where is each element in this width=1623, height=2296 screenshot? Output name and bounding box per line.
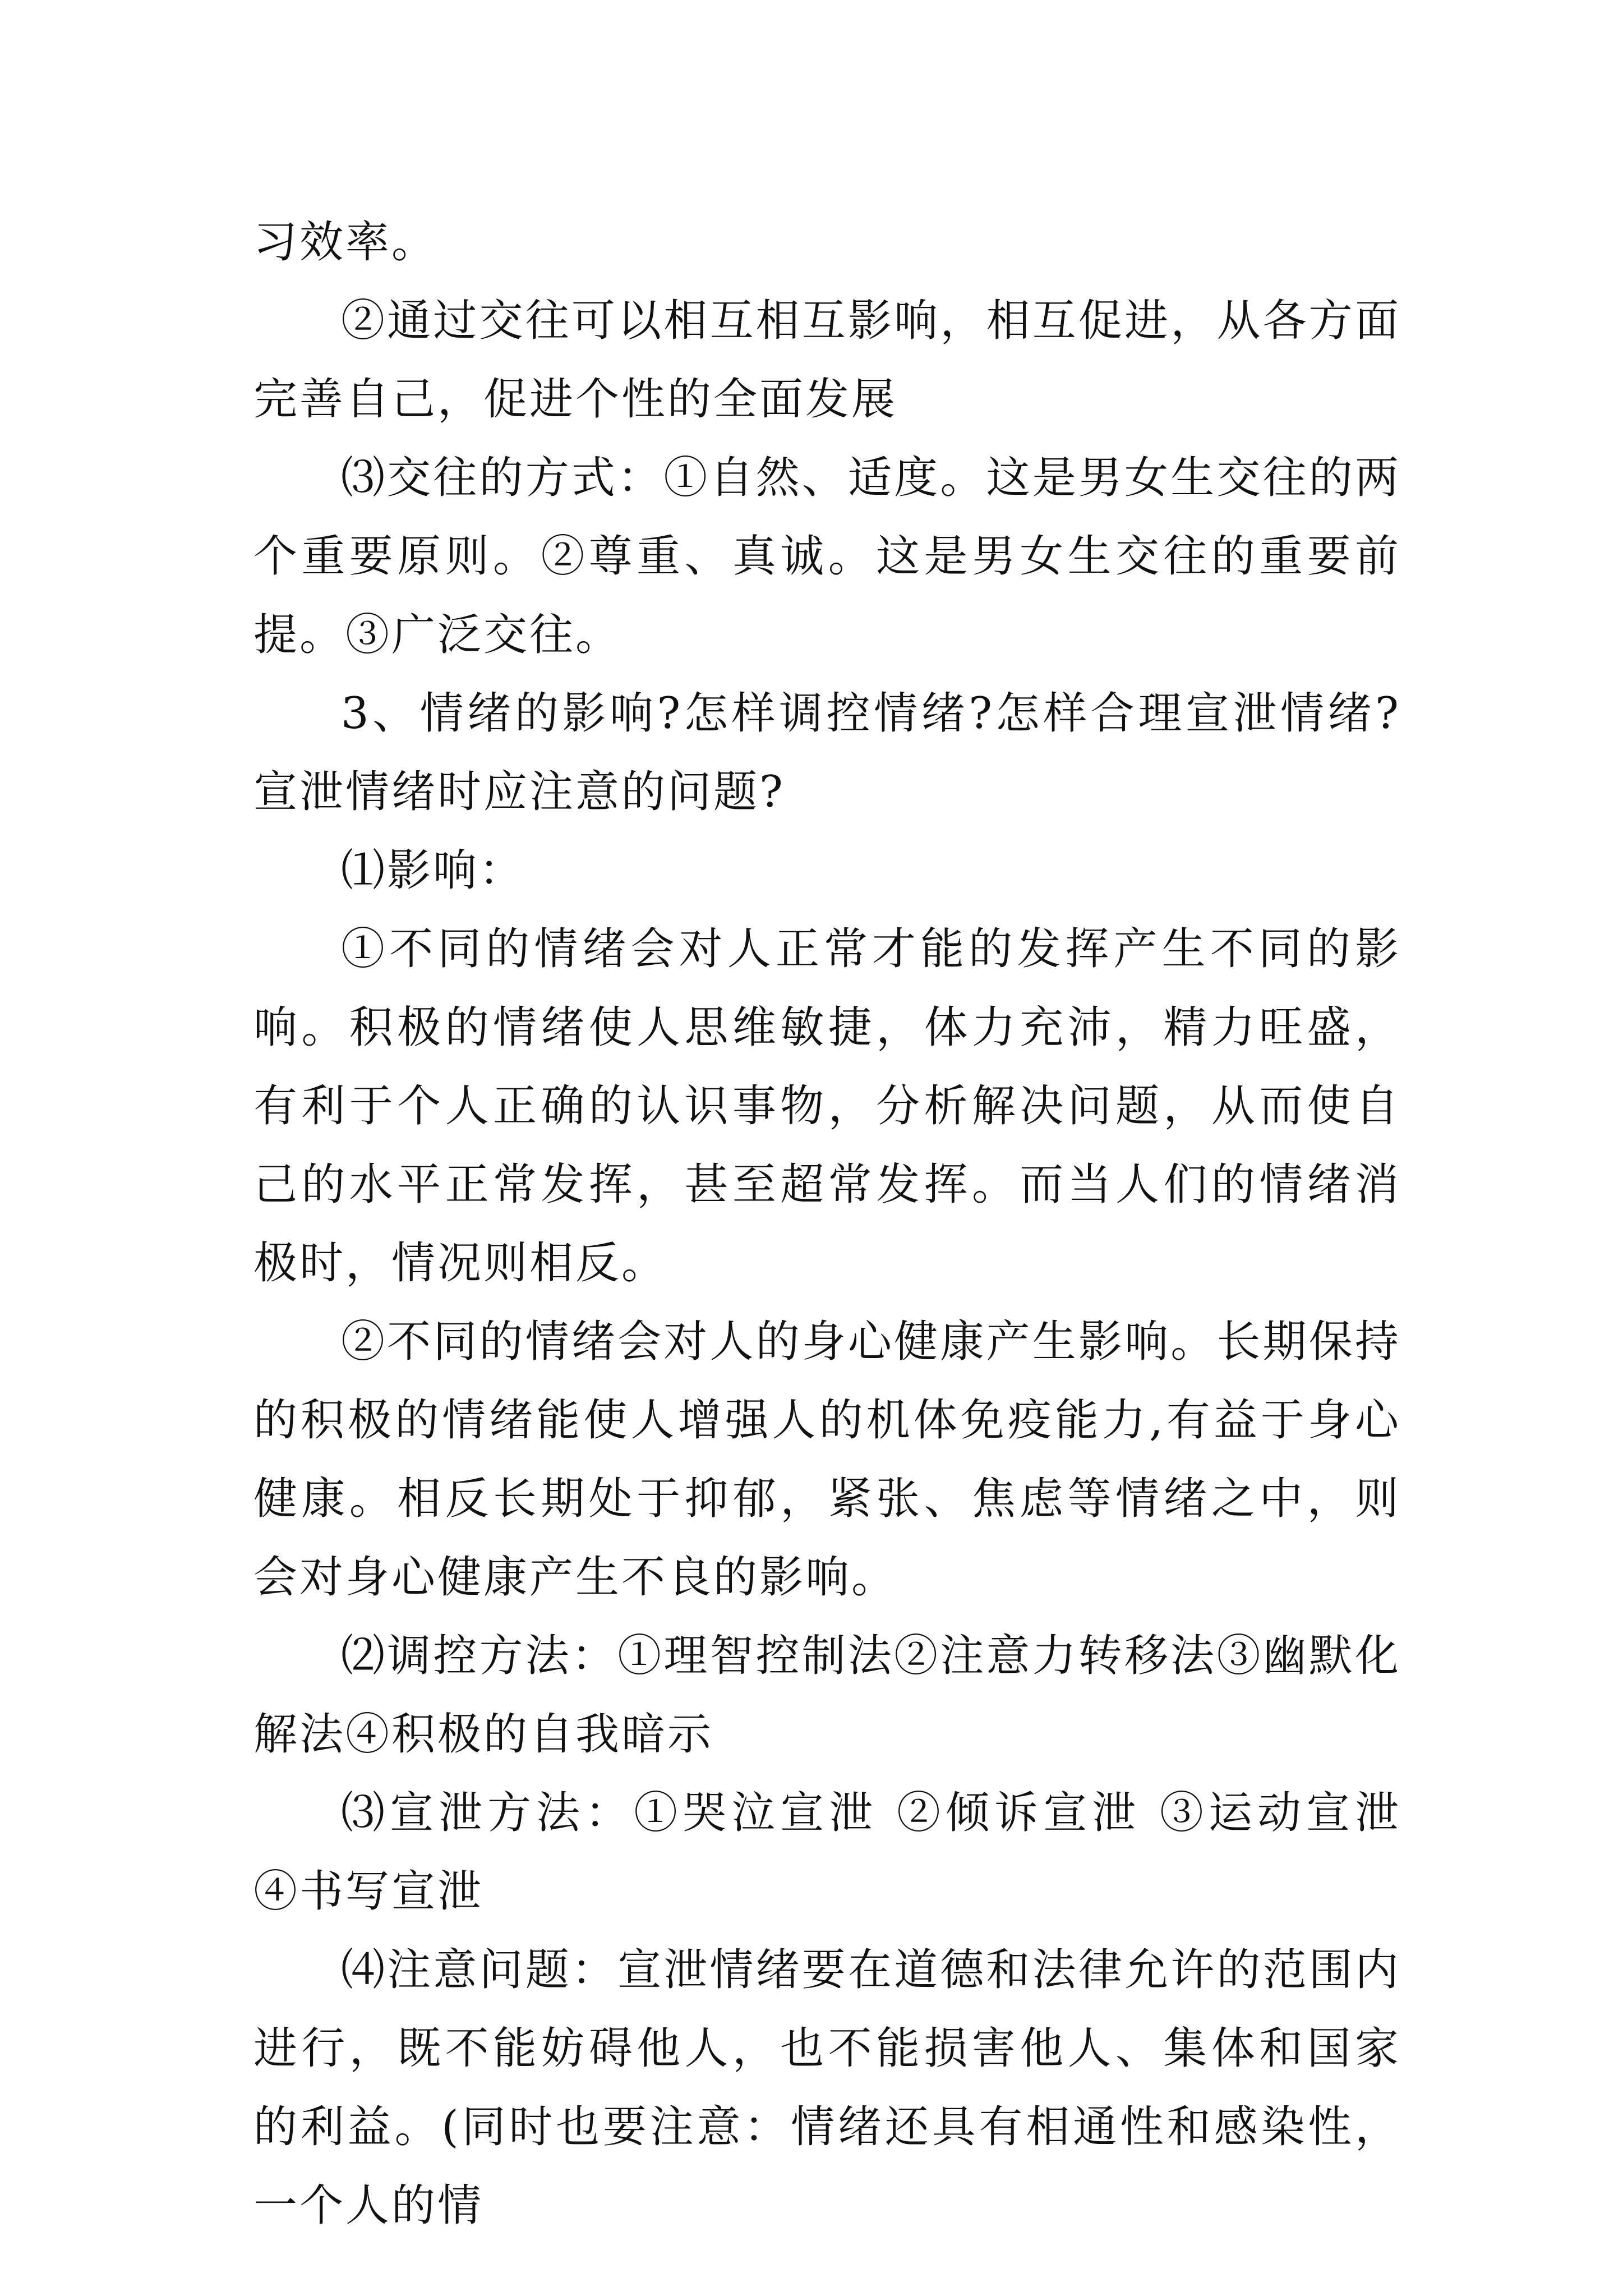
paragraph-venting-notes: ⑷注意问题：宣泄情绪要在道德和法律允许的范围内进行，既不能妨碍他人，也不能损害他人、集体和国家的利益。(同时也要注意：情绪还具有相通性和感染性，一个人的情 xyxy=(253,1945,1401,2231)
paragraph-venting-methods: ⑶宣泄方法：①哭泣宣泄 ②倾诉宣泄 ③运动宣泄 ④书写宣泄 xyxy=(253,1788,1401,1917)
paragraph-control-methods: ⑵调控方法：①理智控制法②注意力转移法③幽默化解法④积极的自我暗示 xyxy=(253,1631,1401,1760)
paragraph-continuation: 习效率。 xyxy=(253,217,438,268)
paragraph-influence-health: ②不同的情绪会对人的身心健康产生影响。长期保持的积极的情绪能使人增强人的机体免疫能力,有益于身心健康。相反长期处于抑郁，紧张、焦虑等情绪之中，则会对身心健康产生不良的影响。 xyxy=(253,1317,1401,1603)
paragraph-influence-heading: ⑴影响： xyxy=(341,845,525,896)
paragraph-influence-ability: ①不同的情绪会对人正常才能的发挥产生不同的影响。积极的情绪使人思维敏捷，体力充沛，精力旺盛，有利于个人正确的认识事物，分析解决问题，从而使自己的水平正常发挥，甚至超常发挥。而当人们的情绪消极时，情况则相反。 xyxy=(253,924,1401,1289)
paragraph-interaction-methods: ⑶交往的方式：①自然、适度。这是男女生交往的两个重要原则。②尊重、真诚。这是男女生交往的重要前提。③广泛交往。 xyxy=(253,453,1401,660)
document-body xyxy=(253,203,1401,2245)
paragraph-interaction-benefit: ②通过交往可以相互相互影响，相互促进，从各方面完善自己，促进个性的全面发展 xyxy=(253,296,1401,425)
paragraph-question-heading: 3、情绪的影响?怎样调控情绪?怎样合理宣泄情绪?宣泄情绪时应注意的问题? xyxy=(253,688,1401,817)
